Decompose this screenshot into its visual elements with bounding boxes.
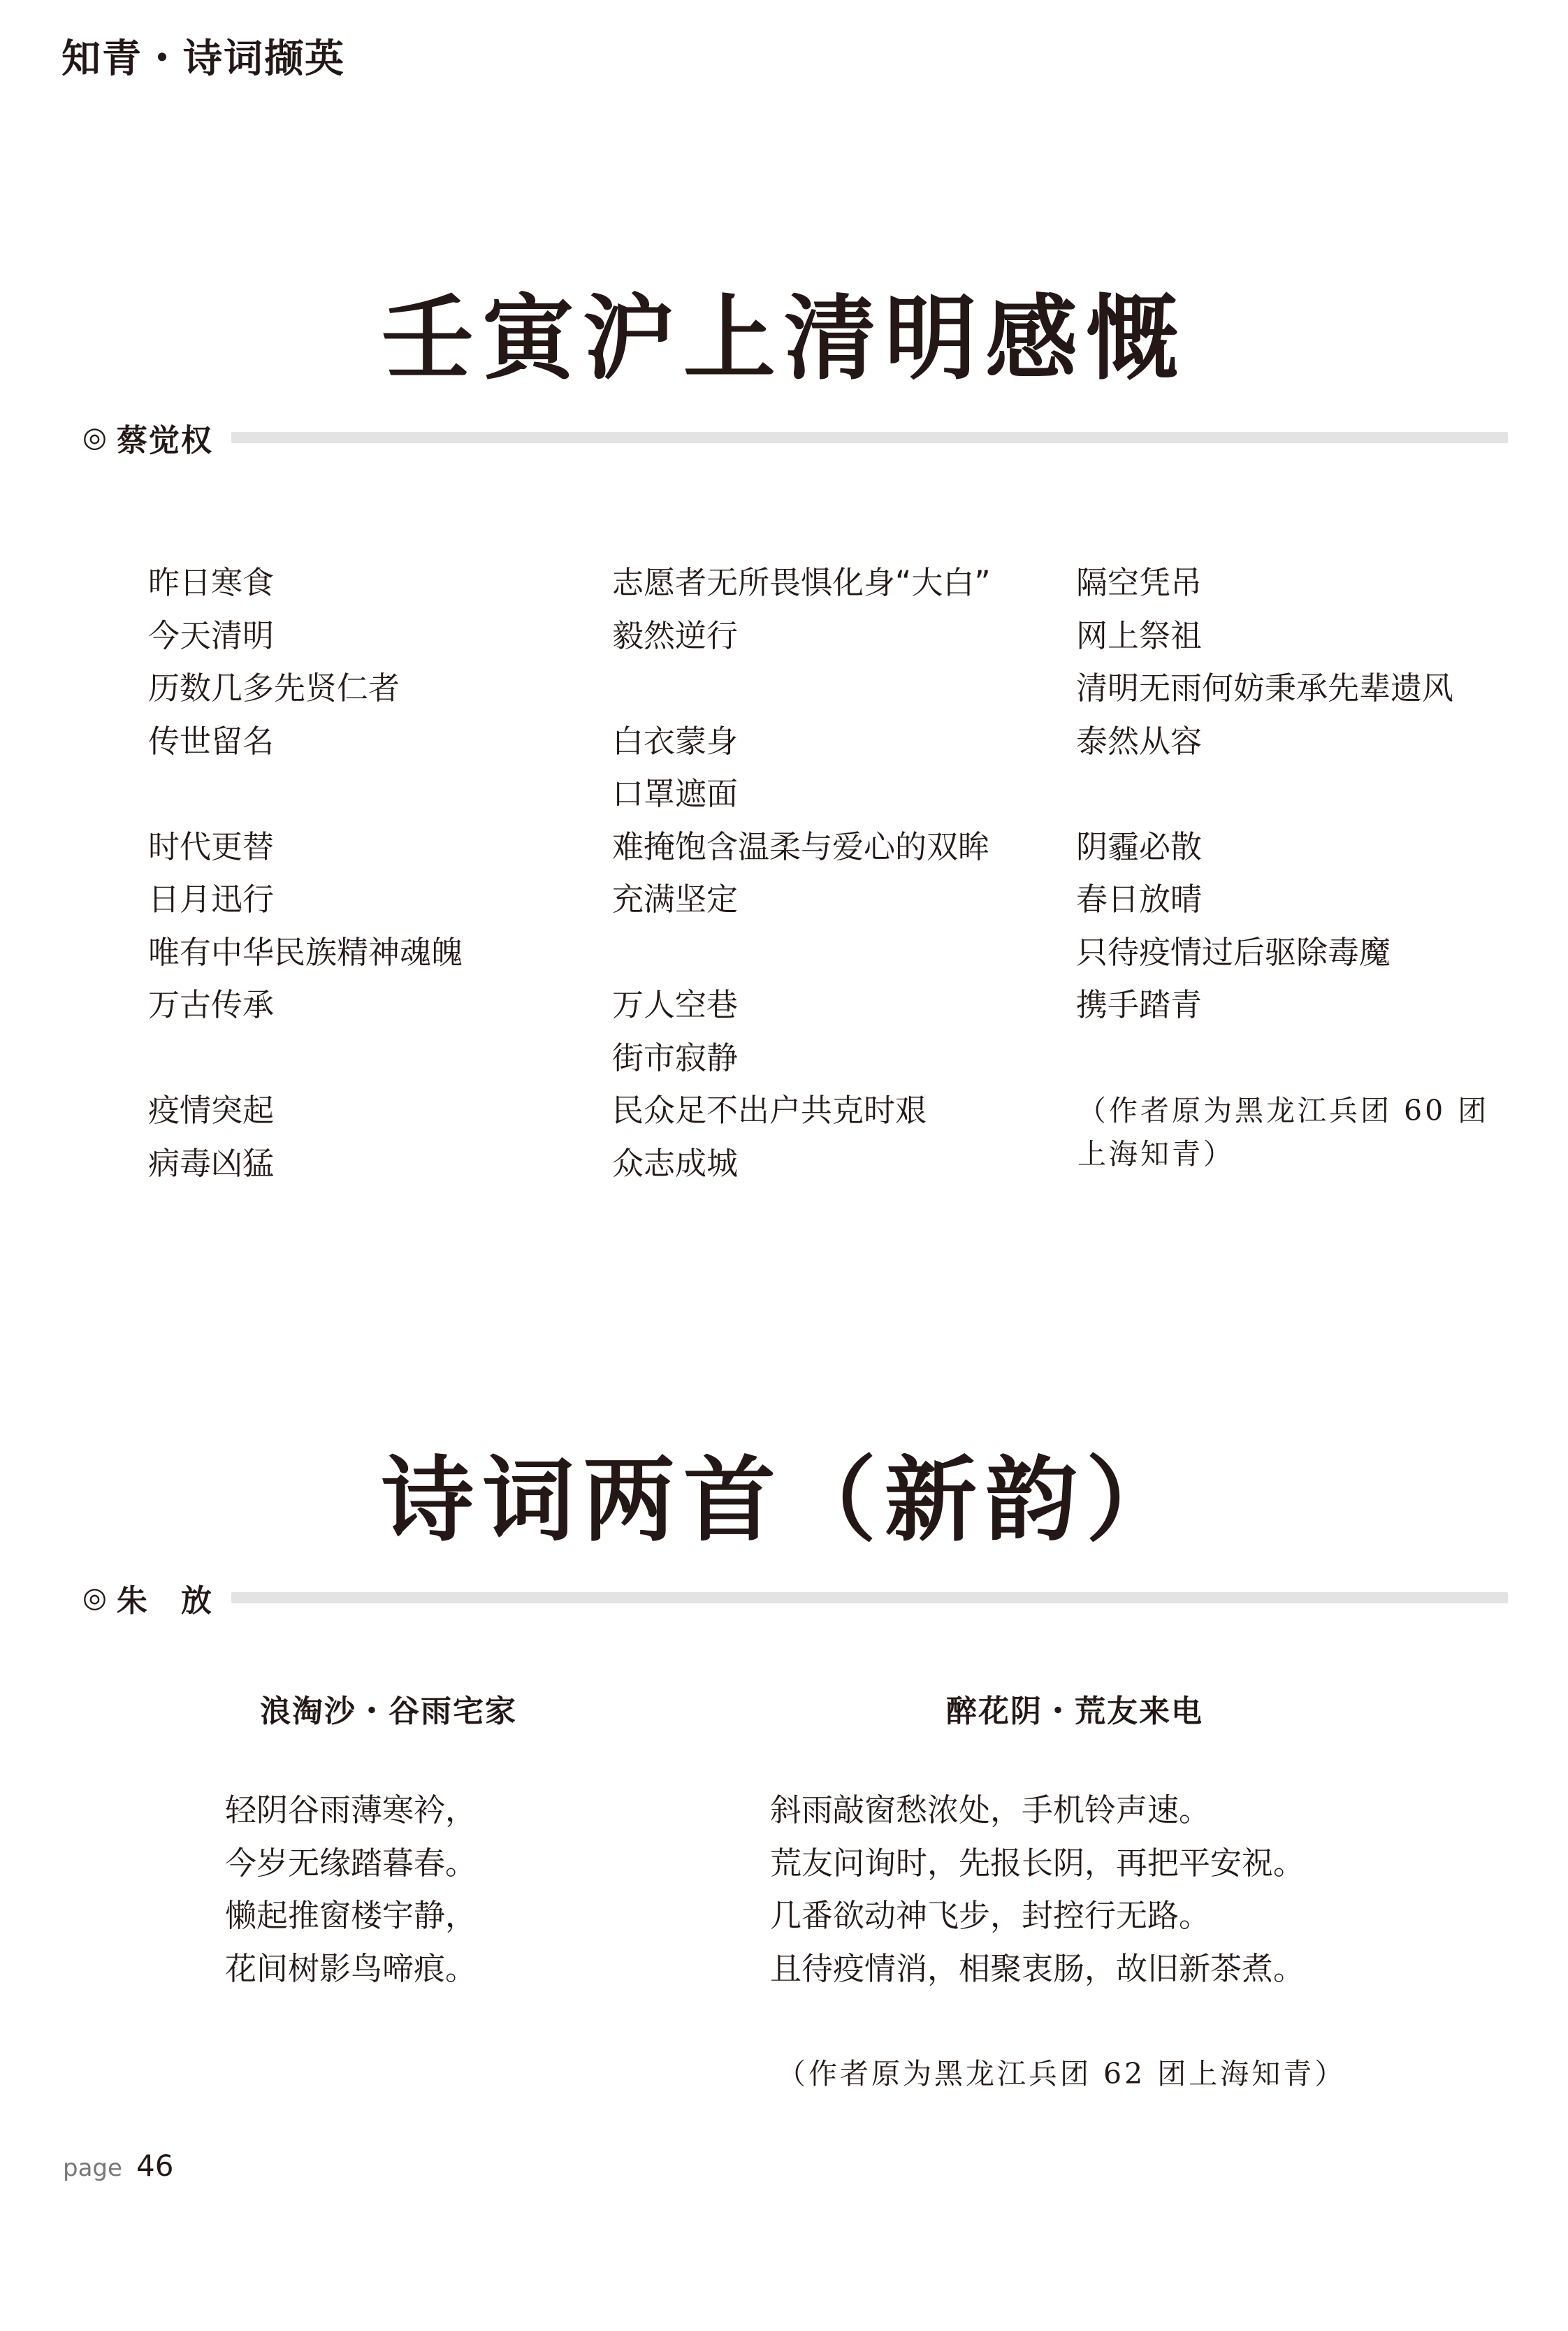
poem-verse-left (225, 1784, 477, 1995)
poem-line: 隔空凭吊 (1076, 564, 1203, 601)
poem-line: 街市寂静 (612, 1039, 739, 1076)
poem-line: 携手踏青 (1076, 986, 1203, 1023)
poem-line: 历数几多先贤仁者 (148, 670, 400, 707)
author-row (82, 1577, 1508, 1619)
poem-line: 白衣蒙身 (612, 722, 739, 760)
poem-line: 病毒凶猛 (148, 1144, 275, 1182)
poem-column-1 (148, 556, 463, 1190)
poem-line: 充满坚定 (612, 881, 739, 918)
poem-line: 唯有中华民族精神魂魄 (148, 933, 463, 971)
poem-line: 万人空巷 (612, 986, 739, 1023)
stanza-break (612, 926, 991, 979)
poem-title: 壬寅沪上清明感慨 (382, 285, 1186, 393)
poem-line: 日月迅行 (148, 881, 275, 918)
stanza-break (148, 1032, 463, 1085)
stanza-break (612, 662, 991, 715)
poem-line: 今岁无缘踏暮春。 (225, 1844, 477, 1882)
divider (231, 1592, 1508, 1603)
author-name: 朱 放 (116, 1583, 213, 1619)
poem-line: 网上祭祖 (1076, 616, 1203, 654)
poem-line: 众志成城 (612, 1144, 739, 1182)
poem-line: 且待疫情消，相聚衷肠，故旧新茶煮。 (770, 1949, 1305, 1987)
author-name: 蔡觉权 (116, 423, 213, 459)
poem-column-2 (612, 556, 991, 1190)
poem-line: 难掩饱含温柔与爱心的双眸 (612, 828, 990, 865)
poem-line: 泰然从容 (1076, 722, 1203, 760)
author-bullet-icon: ◎ (82, 421, 107, 454)
poem-column-3 (1076, 556, 1453, 1032)
author-note: （作者原为黑龙江兵团 62 团上海知青） (777, 2057, 1346, 2091)
author-note-line: 上海知青） (1077, 1137, 1235, 1171)
poem-line: 传世留名 (148, 722, 275, 760)
poem-line: 斜雨敲窗愁浓处，手机铃声速。 (770, 1791, 1211, 1828)
page-number: 46 (136, 2149, 174, 2183)
poem-line: 时代更替 (148, 828, 275, 865)
poem-line: 万古传承 (148, 986, 275, 1023)
poem-line: 昨日寒食 (148, 564, 275, 601)
poem-line: 几番欲动神飞步，封控行无路。 (770, 1897, 1211, 1934)
poem-verse-right (770, 1784, 1305, 1995)
author-bullet-icon: ◎ (82, 1582, 107, 1614)
poem-subtitle: 醉花阴・荒友来电 (946, 1694, 1203, 1729)
poem-line: 只待疫情过后驱除毒魔 (1076, 933, 1391, 971)
poem-line: 花间树影鸟啼痕。 (225, 1949, 477, 1987)
poem-line: 今天清明 (148, 616, 275, 654)
poem-line: 疫情突起 (148, 1092, 275, 1129)
author-note (1077, 1089, 1489, 1176)
poem-line: 民众足不出户共克时艰 (612, 1092, 927, 1129)
divider (231, 432, 1508, 443)
section-header: 知青・诗词撷英 (61, 36, 345, 82)
poem-subtitle: 浪淘沙・谷雨宅家 (260, 1694, 517, 1729)
poem-line: 毅然逆行 (612, 616, 739, 654)
stanza-break (148, 767, 463, 821)
poem-line: 懒起推窗楼宇静， (225, 1897, 477, 1934)
poem-line: 口罩遮面 (612, 775, 739, 812)
page-label: page (63, 2154, 122, 2182)
author-note-line: （作者原为黑龙江兵团 60 团 (1077, 1094, 1490, 1127)
poem-line: 春日放晴 (1076, 881, 1203, 918)
poem-line: 志愿者无所畏惧化身“大白” (612, 564, 991, 601)
author-row (82, 417, 1508, 459)
poem-title: 诗词两首（新韵） (382, 1447, 1186, 1554)
stanza-break (1076, 767, 1453, 821)
poem-line: 清明无雨何妨秉承先辈遗风 (1076, 670, 1454, 707)
poem-line: 轻阴谷雨薄寒衿， (225, 1791, 477, 1828)
poem-line: 阴霾必散 (1076, 828, 1203, 865)
poem-line: 荒友问询时，先报长阴，再把平安祝。 (770, 1844, 1305, 1882)
